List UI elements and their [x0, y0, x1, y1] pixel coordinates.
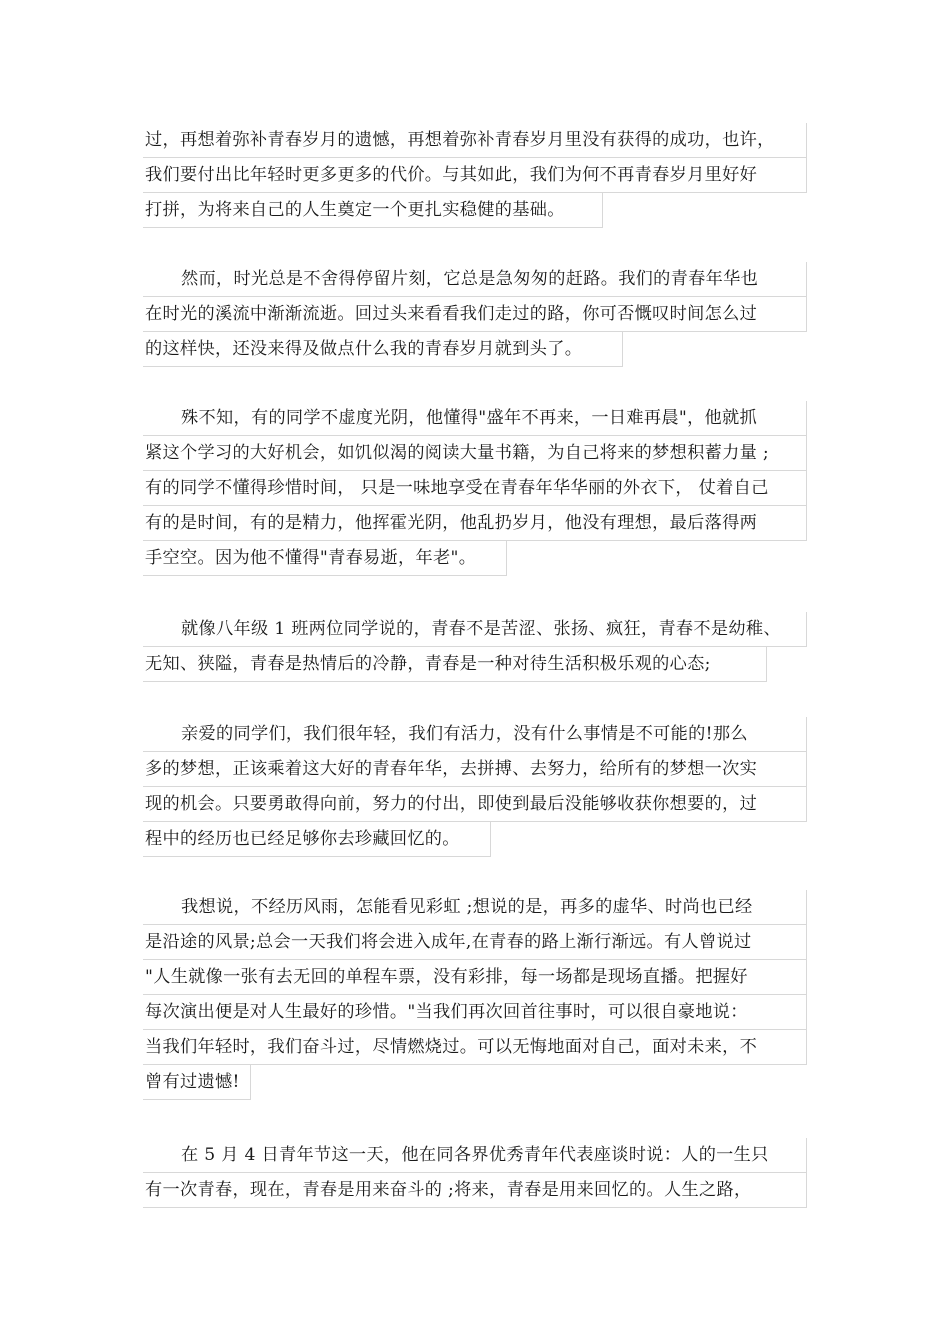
text-line: 过，再想着弥补青春岁月的遗憾，再想着弥补青春岁月里没有获得的成功，也许，: [143, 123, 807, 158]
text-line: 是沿途的风景;总会一天我们将会进入成年,在青春的路上渐行渐远。有人曾说过: [143, 925, 807, 960]
text-line: 无知、狭隘，青春是热情后的冷静，青春是一种对待生活积极乐观的心态;: [143, 647, 767, 682]
paragraph-4: [143, 612, 807, 682]
paragraph-7: [143, 1138, 807, 1208]
text-line: 每次演出便是对人生最好的珍惜。"当我们再次回首往事时，可以很自豪地说：: [143, 995, 807, 1030]
text-line: 殊不知，有的同学不虚度光阴，他懂得"盛年不再来，一日难再晨"，他就抓: [143, 401, 807, 436]
text-line: 在时光的溪流中渐渐流逝。回过头来看看我们走过的路，你可否慨叹时间怎么过: [143, 297, 807, 332]
text-line: "人生就像一张有去无回的单程车票，没有彩排，每一场都是现场直播。把握好: [143, 960, 807, 995]
text-line: 的这样快，还没来得及做点什么我的青春岁月就到头了。: [143, 332, 623, 367]
text-line: 手空空。因为他不懂得"青春易逝，年老"。: [143, 541, 507, 576]
text-line: 在 5 月 4 日青年节这一天，他在同各界优秀青年代表座谈时说：人的一生只: [143, 1138, 807, 1173]
text-line: 曾有过遗憾!: [143, 1065, 251, 1100]
text-line: 打拼，为将来自己的人生奠定一个更扎实稳健的基础。: [143, 193, 603, 228]
text-line: 亲爱的同学们，我们很年轻，我们有活力，没有什么事情是不可能的!那么: [143, 717, 807, 752]
text-line: 程中的经历也已经足够你去珍藏回忆的。: [143, 822, 491, 857]
text-line: 当我们年轻时，我们奋斗过，尽情燃烧过。可以无悔地面对自己，面对未来，不: [143, 1030, 807, 1065]
text-line: 有的是时间，有的是精力，他挥霍光阴，他乱扔岁月，他没有理想，最后落得两: [143, 506, 807, 541]
text-line: 多的梦想，正该乘着这大好的青春年华，去拼搏、去努力，给所有的梦想一次实: [143, 752, 807, 787]
text-line: 紧这个学习的大好机会，如饥似渴的阅读大量书籍，为自己将来的梦想积蓄力量 ;: [143, 436, 807, 471]
paragraph-6: [143, 890, 807, 1100]
text-line: 然而，时光总是不舍得停留片刻，它总是急匆匆的赶路。我们的青春年华也: [143, 262, 807, 297]
text-line: 有一次青春，现在，青春是用来奋斗的 ;将来，青春是用来回忆的。人生之路，: [143, 1173, 807, 1208]
text-line: 就像八年级 1 班两位同学说的，青春不是苦涩、张扬、疯狂，青春不是幼稚、: [143, 612, 807, 647]
paragraph-2: [143, 262, 807, 367]
text-line: 现的机会。只要勇敢得向前，努力的付出，即使到最后没能够收获你想要的，过: [143, 787, 807, 822]
text-line: 我们要付出比年轻时更多更多的代价。与其如此，我们为何不再青春岁月里好好: [143, 158, 807, 193]
paragraph-1: [143, 123, 807, 228]
paragraph-3: [143, 401, 807, 576]
text-line: 有的同学不懂得珍惜时间， 只是一味地享受在青春年华华丽的外衣下， 仗着自己: [143, 471, 807, 506]
paragraph-5: [143, 717, 807, 857]
text-line: 我想说，不经历风雨，怎能看见彩虹 ;想说的是，再多的虚华、时尚也已经: [143, 890, 807, 925]
